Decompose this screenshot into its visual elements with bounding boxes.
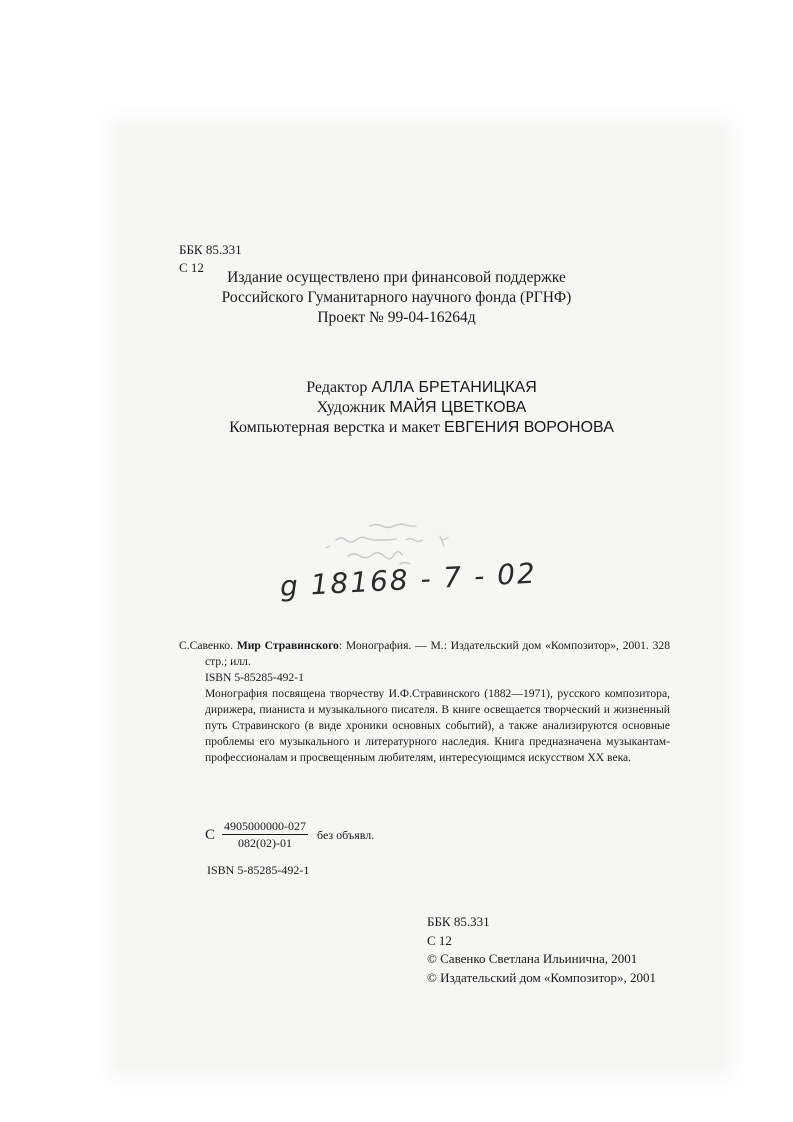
funding-line-1: Издание осуществлено при финансовой поддержке [227, 269, 566, 286]
bbk-index: С 12 [179, 260, 204, 275]
bbk-code: ББК 85.331 [179, 242, 242, 257]
catalog-note: без объявл. [317, 827, 375, 842]
catalog-fraction [222, 818, 308, 851]
catalog-numerator: 4905000000-027 [224, 819, 307, 833]
copyright-publisher: © Издательский дом «Композитор», 2001 [427, 969, 656, 985]
layout-role: Компьютерная верстка и макет [229, 419, 440, 436]
credit-layout [0, 418, 793, 438]
author: С.Савенко. [179, 639, 234, 652]
annotation-isbn: ISBN 5-85285-492-1 [205, 671, 304, 684]
catalog-letter: С [205, 826, 216, 843]
credit-editor [0, 378, 793, 398]
isbn-bottom: ISBN 5-85285-492-1 [207, 863, 310, 877]
catalog-code [205, 818, 374, 851]
copyright-block [427, 913, 656, 987]
credit-artist [0, 398, 793, 418]
bibliographic-record [179, 638, 670, 670]
copyright-bbk: ББК 85.331 [427, 914, 490, 929]
book-description: Монография посвящена творчеству И.Ф.Стравинского (1882—1971), русского композитора, дирижера, пианиста и музыкального писателя. В книге освещается творческий и жизненный путь Стравинского (в виде хроники основных событий), а также анализируются основные проблемы его музыкального и литературного наследия. Книга предназначена музыкантам-профессионалам и просвещенным любителям, интересующимся искусством XX века. [205, 687, 670, 764]
funding-line-2: Российского Гуманитарного научного фонда (РГНФ) [221, 289, 572, 306]
handwritten-inventory-number: g 18168 - 7 - 02 [279, 556, 538, 603]
copyright-author: © Савенко Светлана Ильинична, 2001 [427, 951, 638, 966]
editor-role: Редактор [306, 379, 368, 396]
book-title: Мир Стравинского [236, 639, 339, 652]
publication-details: : Монография. — М.: Издательский дом «Композитор», 2001. 328 стр.; илл. [205, 639, 670, 668]
bibliographic-annotation [179, 638, 670, 766]
catalog-denominator: 082(02)-01 [238, 836, 293, 850]
credits-block [0, 378, 793, 438]
artist-role: Художник [316, 399, 386, 416]
funding-notice [0, 268, 793, 328]
artist-name: МАЙЯ ЦВЕТКОВА [389, 399, 527, 416]
funding-project: Проект № 99-04-16264д [317, 309, 476, 326]
editor-name: АЛЛА БРЕТАНИЦКАЯ [371, 379, 537, 396]
copyright-index: С 12 [427, 932, 452, 948]
layout-name: ЕВГЕНИЯ ВОРОНОВА [443, 419, 614, 436]
